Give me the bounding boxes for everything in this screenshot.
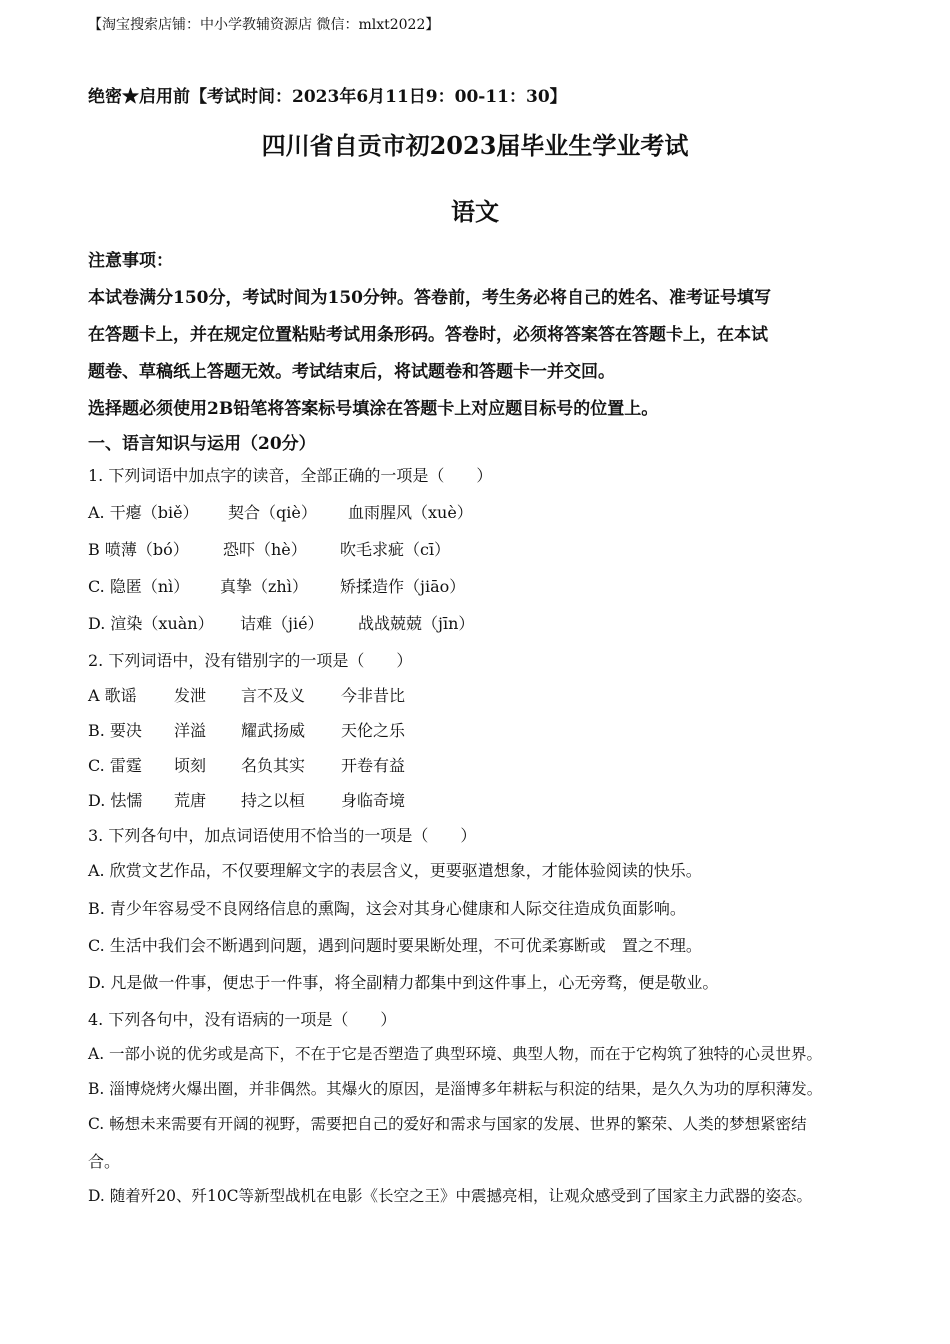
question-1-option-b: B 喷薄（bó） 恐吓（hè） 吹毛求疵（cī） [88, 540, 451, 559]
question-4-option-c: C. 畅想未来需要有开阔的视野，需要把自己的爱好和需求与国家的发展、世界的繁荣、人类的梦想紧密结 [88, 1115, 807, 1133]
question-1-stem: 1. 下列词语中加点字的读音，全部正确的一项是（ ） [88, 466, 493, 485]
notice-line: 题卷、草稿纸上答题无效。考试结束后，将试题卷和答题卡一并交回。 [88, 362, 615, 382]
question-3-option-b: B. 青少年容易受不良网络信息的熏陶，这会对其身心健康和人际交往造成负面影响。 [88, 899, 686, 918]
notice-line: 在答题卡上，并在规定位置粘贴考试用条形码。答卷时，必须将答案答在答题卡上，在本试 [88, 325, 768, 345]
subject-title: 语文 [451, 197, 499, 226]
question-3-option-a: A. 欣赏文艺作品，不仅要理解文字的表层含义，更要驱遣想象，才能体验阅读的快乐。 [88, 861, 702, 880]
question-1-option-d: D. 渲染（xuàn） 诘难（jié） 战战兢兢（jīn） [88, 614, 475, 633]
question-2-option-c: C. 雷霆 顷刻 名负其实 开卷有益 [88, 756, 406, 775]
question-2-option-a: A 歌谣 发泄 言不及义 今非昔比 [88, 686, 406, 705]
question-2-option-b: B. 要决 洋溢 耀武扬威 天伦之乐 [88, 721, 406, 740]
question-4-stem: 4. 下列各句中，没有语病的一项是（ ） [88, 1010, 397, 1029]
question-1-option-a: A. 干瘪（biě） 契合（qiè） 血雨腥风（xuè） [88, 503, 473, 522]
question-3-stem: 3. 下列各句中，加点词语使用不恰当的一项是（ ） [88, 826, 477, 845]
question-2-stem: 2. 下列词语中，没有错别字的一项是（ ） [88, 651, 413, 670]
question-4-option-a: A. 一部小说的优劣或是高下，不在于它是否塑造了典型环境、典型人物，而在于它构筑了独特的心灵世界。 [88, 1045, 823, 1063]
notice-line: 选择题必须使用2B铅笔将答案标号填涂在答题卡上对应题目标号的位置上。 [88, 399, 659, 419]
question-2-option-d: D. 怯懦 荒唐 持之以桓 身临奇境 [88, 791, 406, 810]
question-4-option-c-cont: 合。 [88, 1152, 121, 1171]
question-3-option-d: D. 凡是做一件事，便忠于一件事，将全副精力都集中到这件事上，心无旁骛，便是敬业。 [88, 973, 719, 992]
notice-line: 本试卷满分150分，考试时间为150分钟。答卷前，考生务必将自己的姓名、准考证号填写 [88, 288, 771, 308]
header-note: 【淘宝搜索店铺：中小学教辅资源店 微信：mlxt2022】 [88, 17, 440, 33]
secret-line: 绝密★启用前【考试时间：2023年6月11日9：00-11：30】 [88, 87, 567, 107]
question-3-option-c: C. 生活中我们会不断遇到问题，遇到问题时要果断处理，不可优柔寡断或 置之不理。 [88, 936, 702, 955]
question-1-option-c: C. 隐匿（nì） 真挚（zhì） 矫揉造作（jiāo） [88, 577, 466, 596]
page-title: 四川省自贡市初2023届毕业生学业考试 [261, 131, 689, 160]
question-4-option-d: D. 随着歼20、歼10C等新型战机在电影《长空之王》中震撼亮相，让观众感受到了国家主力武器的姿态。 [88, 1187, 813, 1205]
question-4-option-b: B. 淄博烧烤火爆出圈，并非偶然。其爆火的原因，是淄博多年耕耘与积淀的结果，是久久为功的厚积薄发。 [88, 1080, 823, 1098]
notice-heading: 注意事项： [88, 251, 173, 271]
section-heading: 一、语言知识与运用（20分） [88, 434, 316, 454]
